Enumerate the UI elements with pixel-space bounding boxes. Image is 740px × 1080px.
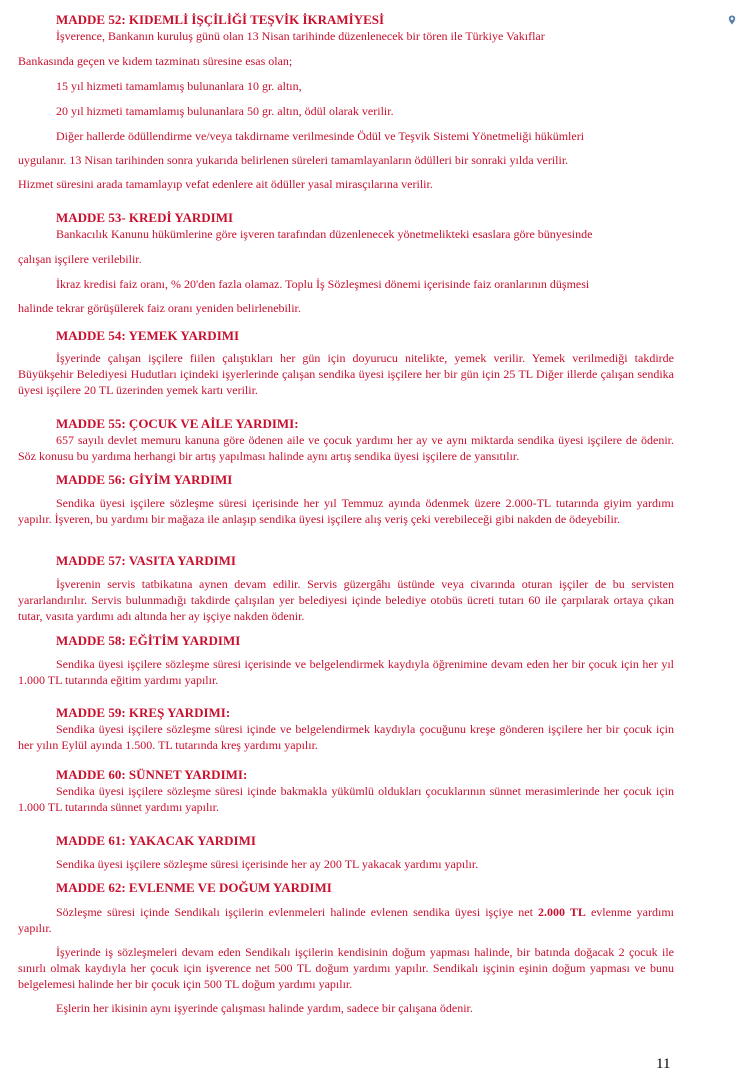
article-53-line-1: Bankacılık Kanunu hükümlerine göre işveren tarafından düzenlenecek yönetmelikteki esaslara göre bünyesinde bbox=[56, 227, 593, 241]
article-55-text: 657 sayılı devlet memuru kanuna göre ödenen aile ve çocuk yardımı her ay ve aynı miktarda sendika üyesi işçilere de ödenir. Söz konusu bu yardıma herhangi bir artış yapılması halinde aynı artış sendika üyesi işçilere de yansıtılır. bbox=[18, 433, 674, 463]
article-62-p1-end: evlenme yardımı yapılır. bbox=[18, 905, 674, 935]
article-53-line-2: çalışan işçilere verilebilir. bbox=[18, 252, 142, 266]
article-58-title: MADDE 58: EĞİTİM YARDIMI bbox=[56, 633, 241, 648]
article-61-text: Sendika üyesi işçilere sözleşme süresi içerisinde her ay 200 TL yakacak yardımı yapılır. bbox=[56, 857, 479, 871]
map-pin-icon bbox=[728, 15, 736, 25]
article-56-text: Sendika üyesi işçilere sözleşme süresi içerisinde her yıl Temmuz ayında ödenmek üzere 2.000-TL tutarında giyim yardımı yapılır. İşveren, bu yardımı bir mağaza ile anlaşıp sendika üyesi işçilere alış veriş çeki verebileceği gibi nakden de ödeyebilir. bbox=[18, 496, 674, 526]
article-52-line-1: İşverence, Bankanın kuruluş günü olan 13 Nisan tarihinde düzenlenecek bir tören ile Türkiye Vakıflar bbox=[56, 29, 545, 43]
article-61-title: MADDE 61: YAKACAK YARDIMI bbox=[56, 833, 256, 848]
article-62-paragraph-2: İşyerinde iş sözleşmeleri devam eden Sendikalı işçilerin kendisinin doğum yapması halinde, bir batında doğacak 2 çocuk ile sınırlı olmak kaydıyla her çocuk için işverence net 500 TL doğum yardımı yapılır. Sendikalı işçinin eşinin doğum yapması ve bunu belgelemesi halinde her bir çocuk için 500 TL doğum yardımı yapılır. bbox=[18, 945, 674, 991]
article-54-title: MADDE 54: YEMEK YARDIMI bbox=[56, 328, 240, 343]
article-62-marriage-amount: 2.000 TL bbox=[538, 905, 586, 919]
article-60-title: MADDE 60: SÜNNET YARDIMI: bbox=[56, 767, 248, 782]
article-58-text: Sendika üyesi işçilere sözleşme süresi içerisinde ve belgelendirmek kaydıyla öğrenimine devam eden her bir çocuk için her yıl 1.000 TL tutarında eğitim yardımı yapılır. bbox=[18, 657, 674, 687]
article-57-title: MADDE 57: VASITA YARDIMI bbox=[56, 553, 236, 568]
article-56-title: MADDE 56: GİYİM YARDIMI bbox=[56, 472, 233, 487]
article-52-line-2: Bankasında geçen ve kıdem tazminatı süresine esas olan; bbox=[18, 54, 293, 68]
article-52-line-4: 20 yıl hizmeti tamamlamış bulunanlara 50 gr. altın, ödül olarak verilir. bbox=[56, 104, 394, 118]
article-60-text: Sendika üyesi işçilere sözleşme süresi içinde bakmakla yükümlü oldukları çocuklarının sünnet merasimlerinde her çocuk için 1.000 TL tutarında sünnet yardımı yapılır. bbox=[18, 784, 674, 814]
article-52-title: MADDE 52: KIDEMLİ İŞÇİLİĞİ TEŞVİK İKRAMİYESİ bbox=[56, 12, 385, 27]
article-52-line-5: Diğer hallerde ödüllendirme ve/veya takdirname verilmesinde Ödül ve Teşvik Sistemi Yönetmeliği hükümleri bbox=[56, 129, 585, 143]
article-53-title: MADDE 53- KREDİ YARDIMI bbox=[56, 210, 234, 225]
article-55 bbox=[18, 416, 674, 464]
article-52-line-7: Hizmet süresini arada tamamlayıp vefat edenlere ait ödüller yasal mirasçılarına verilir. bbox=[18, 177, 433, 191]
article-52-line-3: 15 yıl hizmeti tamamlamış bulunanlara 10 gr. altın, bbox=[56, 79, 302, 93]
article-62-paragraph-1 bbox=[18, 904, 674, 936]
article-62-title: MADDE 62: EVLENME VE DOĞUM YARDIMI bbox=[56, 880, 332, 895]
article-53 bbox=[18, 210, 674, 316]
article-62 bbox=[18, 880, 674, 1016]
article-58 bbox=[18, 633, 674, 688]
article-55-title: MADDE 55: ÇOCUK VE AİLE YARDIMI: bbox=[56, 416, 299, 431]
article-54 bbox=[18, 328, 674, 398]
article-62-paragraph-3: Eşlerin her ikisinin aynı işyerinde çalışması halinde yardım, sadece bir çalışana ödenir. bbox=[56, 1001, 473, 1015]
article-61 bbox=[18, 833, 674, 872]
article-53-line-4: halinde tekrar görüşülerek faiz oranı yeniden belirlenebilir. bbox=[18, 301, 301, 315]
article-52 bbox=[18, 12, 674, 192]
article-60 bbox=[18, 767, 674, 815]
article-56 bbox=[18, 472, 674, 527]
article-59-text: Sendika üyesi işçilere sözleşme süresi içinde ve belgelendirmek kaydıyla çocuğunu kreşe gönderen işçilere her bir çocuk için her yılın Eylül ayında 1.500. TL tutarında kreş yardımı yapılır. bbox=[18, 722, 674, 752]
article-52-line-6: uygulanır. 13 Nisan tarihinden sonra yukarıda belirlenen süreleri tamamlayanların ödülleri bir sonraki yılda verilir. bbox=[18, 153, 569, 167]
page-number: 11 bbox=[656, 1056, 671, 1072]
article-57-text: İşverenin servis tatbikatına aynen devam edilir. Servis güzergâhı üstünde veya civarında oturan işçiler de bu servisten yararlandırılır. Servis bulunmadığı takdirde çalışılan yer belediyesi içinde belediye otobüs ücreti tutarı 60 ile çarpılarak ortaya çıkan tutar, vasıta yardımı adı altında her ay işçiye nakden ödenir. bbox=[18, 577, 674, 623]
article-62-p1-start: Sözleşme süresi içinde Sendikalı işçilerin evlenmeleri halinde evlenen sendika üyesi işçiye net bbox=[56, 905, 539, 919]
article-59-title: MADDE 59: KREŞ YARDIMI: bbox=[56, 705, 231, 720]
article-57 bbox=[18, 553, 674, 624]
article-59 bbox=[18, 705, 674, 753]
article-54-text: İşyerinde çalışan işçilere fiilen çalıştıkları her gün için doyurucu nitelikte, yemek verilir. Yemek verilmediği takdirde Büyükşehir Belediyesi Hudutları içindeki işyerlerinde çalışan sendika üyesi işçilere her bir gün için 25 TL Diğer illerde çalışan sendika üyesi işçilere 20 TL üzerinden yemek kartı verilir. bbox=[18, 351, 674, 397]
article-53-line-3: İkraz kredisi faiz oranı, % 20'den fazla olamaz. Toplu İş Sözleşmesi dönemi içerisinde faiz oranlarının düşmesi bbox=[56, 277, 590, 291]
